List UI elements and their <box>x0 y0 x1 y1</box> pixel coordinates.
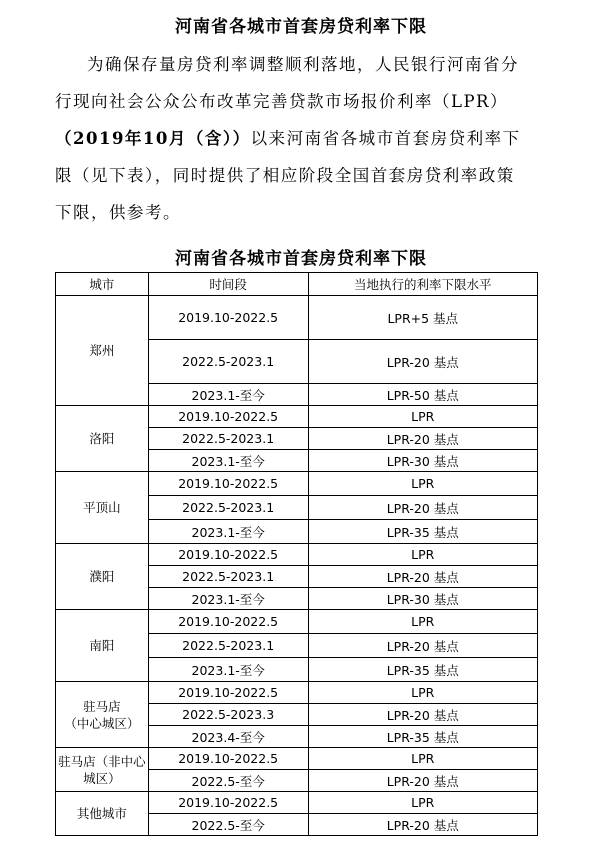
city-name-line2: 城区） <box>83 770 121 786</box>
period-cell: 2022.5-至今 <box>148 770 308 792</box>
rate-cell: LPR <box>308 682 537 704</box>
paragraph-line-5: 下限，供参考。 <box>55 203 181 222</box>
rate-cell: LPR-35 基点 <box>308 658 537 682</box>
city-cell-other: 其他城市 <box>56 792 149 836</box>
table-row <box>56 544 538 566</box>
period-cell: 2023.4-至今 <box>148 726 308 748</box>
paragraph-line-1: 为确保存量房贷利率调整顺利落地，人民银行河南省分 <box>87 55 519 74</box>
rate-cell: LPR-20 基点 <box>308 428 537 450</box>
period-cell: 2022.5-2023.1 <box>148 566 308 588</box>
rate-cell: LPR-20 基点 <box>308 634 537 658</box>
period-cell: 2022.5-2023.3 <box>148 704 308 726</box>
header-city: 城市 <box>56 273 149 296</box>
period-cell: 2023.1-至今 <box>148 384 308 406</box>
table-row <box>56 406 538 428</box>
rate-cell: LPR <box>308 748 537 770</box>
period-cell: 2023.1-至今 <box>148 588 308 610</box>
header-rate: 当地执行的利率下限水平 <box>308 273 537 296</box>
city-cell-zhumadian-noncenter <box>56 748 149 792</box>
period-cell: 2022.5-至今 <box>148 814 308 836</box>
city-cell-puyang: 濮阳 <box>56 544 149 610</box>
document-title: 河南省各城市首套房贷利率下限 <box>175 17 427 37</box>
city-cell-luoyang: 洛阳 <box>56 406 149 472</box>
table-header-row <box>56 273 538 296</box>
paragraph-line-3 <box>55 120 580 157</box>
rate-table <box>55 272 538 836</box>
table-row <box>56 682 538 704</box>
rate-cell: LPR-20 基点 <box>308 704 537 726</box>
rate-cell: LPR-20 基点 <box>308 566 537 588</box>
period-cell: 2022.5-2023.1 <box>148 634 308 658</box>
rate-cell: LPR-30 基点 <box>308 588 537 610</box>
city-cell-zhengzhou: 郑州 <box>56 296 149 406</box>
rate-cell: LPR-20 基点 <box>308 770 537 792</box>
rate-cell: LPR-50 基点 <box>308 384 537 406</box>
city-cell-zhumadian-center <box>56 682 149 748</box>
period-cell: 2023.1-至今 <box>148 450 308 472</box>
city-cell-nanyang: 南阳 <box>56 610 149 682</box>
table-row <box>56 472 538 496</box>
rate-cell: LPR-20 基点 <box>308 814 537 836</box>
intro-paragraph <box>55 46 580 231</box>
rate-cell: LPR+5 基点 <box>308 296 537 340</box>
city-name-line1: 驻马店 <box>83 698 121 714</box>
city-name-line2: （中心城区） <box>64 715 140 731</box>
period-cell: 2019.10-2022.5 <box>148 792 308 814</box>
period-cell: 2019.10-2022.5 <box>148 296 308 340</box>
paragraph-line-4: 限（见下表），同时提供了相应阶段全国首套房贷利率政策 <box>55 166 515 185</box>
table-row <box>56 296 538 340</box>
period-cell: 2019.10-2022.5 <box>148 748 308 770</box>
period-cell: 2019.10-2022.5 <box>148 682 308 704</box>
table-row <box>56 748 538 770</box>
table-title: 河南省各城市首套房贷利率下限 <box>175 249 427 269</box>
rate-cell: LPR-30 基点 <box>308 450 537 472</box>
city-name-line1: 驻马店（非中心 <box>58 753 146 769</box>
rate-cell: LPR-35 基点 <box>308 520 537 544</box>
header-period: 时间段 <box>148 273 308 296</box>
rate-cell: LPR <box>308 406 537 428</box>
city-cell-pingdingshan: 平顶山 <box>56 472 149 544</box>
rate-cell: LPR <box>308 544 537 566</box>
period-cell: 2019.10-2022.5 <box>148 544 308 566</box>
rate-cell: LPR <box>308 792 537 814</box>
rate-cell: LPR <box>308 610 537 634</box>
paragraph-bold-date: （2019年10月（含）） <box>55 129 251 148</box>
rate-cell: LPR <box>308 472 537 496</box>
table-row <box>56 792 538 814</box>
table-row <box>56 610 538 634</box>
period-cell: 2019.10-2022.5 <box>148 472 308 496</box>
period-cell: 2019.10-2022.5 <box>148 610 308 634</box>
period-cell: 2023.1-至今 <box>148 658 308 682</box>
period-cell: 2022.5-2023.1 <box>148 496 308 520</box>
rate-cell: LPR-35 基点 <box>308 726 537 748</box>
paragraph-line-3-rest: 以来河南省各城市首套房贷利率下 <box>250 129 521 148</box>
period-cell: 2019.10-2022.5 <box>148 406 308 428</box>
rate-cell: LPR-20 基点 <box>308 496 537 520</box>
period-cell: 2023.1-至今 <box>148 520 308 544</box>
rate-cell: LPR-20 基点 <box>308 340 537 384</box>
paragraph-line-2: 行现向社会公众公布改革完善贷款市场报价利率（LPR） <box>55 92 508 111</box>
period-cell: 2022.5-2023.1 <box>148 428 308 450</box>
period-cell: 2022.5-2023.1 <box>148 340 308 384</box>
